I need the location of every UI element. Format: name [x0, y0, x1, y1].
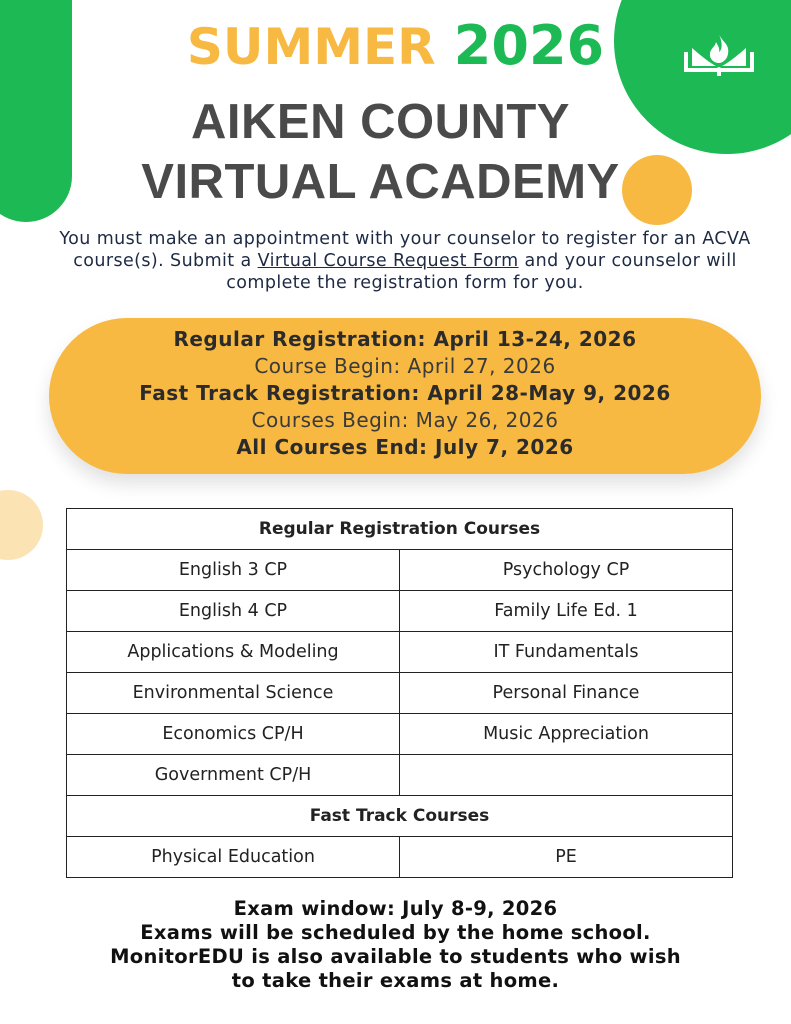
season-heading: [0, 14, 791, 77]
course-cell: [400, 755, 733, 796]
course-cell: Physical Education: [67, 837, 400, 878]
course-cell: Government CP/H: [67, 755, 400, 796]
course-cell: Economics CP/H: [67, 714, 400, 755]
course-cell: Personal Finance: [400, 673, 733, 714]
course-cell: Psychology CP: [400, 550, 733, 591]
course-cell: Environmental Science: [67, 673, 400, 714]
course-begin-date: Course Begin: April 27, 2026: [254, 354, 556, 378]
regular-registration-date: Regular Registration: April 13-24, 2026: [173, 327, 637, 351]
exam-window-line: Exam window: July 8-9, 2026: [233, 897, 558, 920]
course-cell: Music Appreciation: [400, 714, 733, 755]
summer-word: SUMMER: [186, 18, 436, 76]
fast-track-registration-date: Fast Track Registration: April 28-May 9, 2026: [139, 381, 671, 405]
regular-courses-header: Regular Registration Courses: [67, 509, 733, 550]
exams-at-home-line: to take their exams at home.: [231, 969, 560, 992]
table-header-row: [67, 509, 733, 550]
courses-end-date: All Courses End: July 7, 2026: [236, 435, 574, 459]
exam-info: [0, 897, 791, 993]
courses-begin-date: Courses Begin: May 26, 2026: [251, 408, 559, 432]
course-request-form-link[interactable]: Virtual Course Request Form: [257, 251, 519, 271]
monitoredu-line: MonitorEDU is also available to students who wish: [110, 945, 681, 968]
course-cell: IT Fundamentals: [400, 632, 733, 673]
intro-paragraph: [55, 228, 755, 294]
course-cell: Family Life Ed. 1: [400, 591, 733, 632]
table-header-row: [67, 796, 733, 837]
year-word: 2026: [453, 14, 605, 77]
table-row: [67, 837, 733, 878]
table-row: [67, 714, 733, 755]
courses-table: [66, 508, 733, 878]
table-row: [67, 632, 733, 673]
exam-scheduling-line: Exams will be scheduled by the home school.: [140, 921, 651, 944]
table-row: [67, 673, 733, 714]
pale-yellow-decor-circle: [0, 490, 43, 560]
table-row: [67, 755, 733, 796]
course-cell: Applications & Modeling: [67, 632, 400, 673]
intro-text-2: and your counselor will complete the registration form for you.: [226, 251, 737, 293]
table-row: [67, 591, 733, 632]
page-title-line2: VIRTUAL ACADEMY: [141, 155, 620, 209]
intro-text-1: You must make an appointment with your counselor to register for an ACVA course(s). Submit a: [59, 229, 751, 271]
course-cell: English 4 CP: [67, 591, 400, 632]
registration-dates-panel: [49, 318, 761, 474]
course-cell: PE: [400, 837, 733, 878]
course-cell: English 3 CP: [67, 550, 400, 591]
fast-track-courses-header: Fast Track Courses: [67, 796, 733, 837]
page-title-line1: AIKEN COUNTY: [191, 95, 570, 149]
table-row: [67, 550, 733, 591]
